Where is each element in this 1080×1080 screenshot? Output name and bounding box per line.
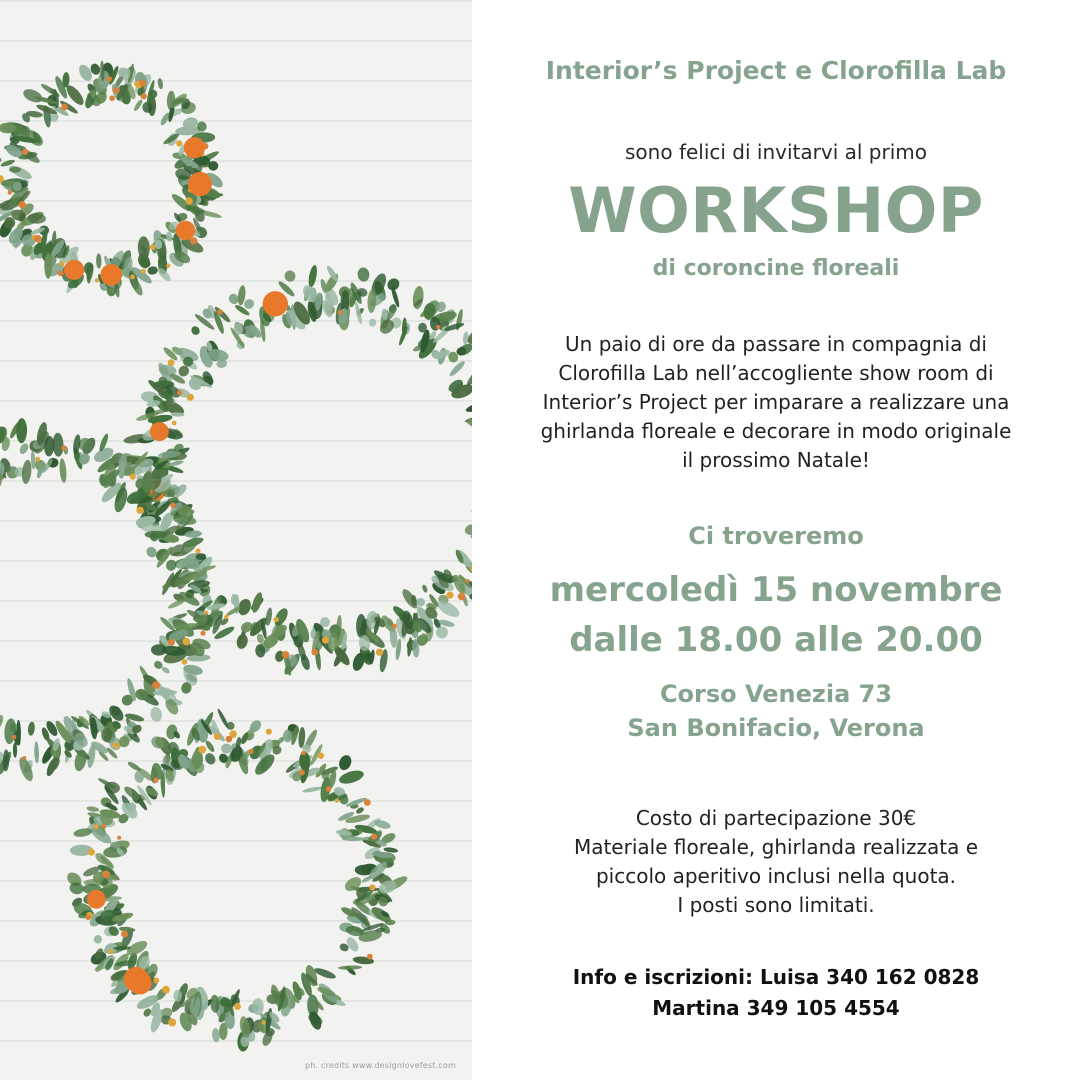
leaf-shape: [73, 749, 89, 773]
description: [512, 330, 1040, 475]
berry-shape: [371, 834, 377, 840]
leaf-shape: [21, 86, 44, 105]
berry-shape: [226, 736, 233, 743]
orange-shape: [184, 137, 205, 158]
organizers: Interior’s Project e Clorofilla Lab: [545, 56, 1007, 85]
berry-shape: [19, 201, 26, 208]
leaf-shape: [190, 325, 202, 337]
orange-shape: [263, 291, 288, 316]
berry-shape: [61, 445, 66, 450]
orange-shape: [100, 264, 122, 286]
berry-shape: [60, 262, 65, 267]
leaf-shape: [283, 269, 298, 284]
berry-shape: [200, 631, 205, 636]
berry-shape: [198, 746, 206, 754]
leaf-shape: [400, 587, 420, 611]
berry-shape: [234, 1003, 241, 1010]
leaf-shape: [18, 442, 30, 456]
workshop-subtitle: di coroncine floreali: [652, 256, 900, 281]
berry-shape: [262, 1020, 266, 1024]
berry-shape: [376, 649, 383, 656]
wreaths-illustration: [0, 0, 472, 1080]
berry-shape: [322, 637, 329, 644]
berry-shape: [168, 1019, 176, 1027]
berry-shape: [85, 915, 90, 920]
berry-shape: [153, 977, 159, 983]
berry-shape: [301, 751, 306, 756]
berry-shape: [364, 799, 371, 806]
leaf-shape: [27, 721, 35, 736]
berry-shape: [465, 579, 469, 583]
photo-credit: ph. credits www.designlovefest.com: [304, 1061, 456, 1070]
berry-shape: [299, 770, 305, 776]
leaf-shape: [235, 633, 249, 650]
cost-line: I posti sono limitati.: [677, 893, 875, 917]
berry-shape: [436, 325, 440, 329]
description-line: Clorofilla Lab nell’accogliente show room di: [558, 361, 994, 385]
orange-shape: [188, 172, 212, 196]
berry-shape: [185, 197, 192, 204]
leaf-shape: [3, 749, 10, 771]
berry-shape: [34, 235, 41, 242]
berry-shape: [177, 390, 182, 395]
leaf-shape: [127, 760, 142, 772]
description-line: Interior’s Project per imparare a realizzare una: [542, 390, 1010, 414]
berry-shape: [176, 140, 182, 146]
berry-shape: [458, 593, 466, 601]
berry-shape: [153, 778, 158, 783]
description-line: ghirlanda floreale e decorare in modo originale: [540, 419, 1012, 443]
leaf-shape: [338, 965, 362, 970]
berry-shape: [141, 269, 146, 274]
leaf-shape: [465, 400, 472, 414]
berry-shape: [369, 884, 375, 890]
berry-shape: [102, 871, 110, 879]
berry-shape: [170, 503, 176, 509]
leaf-shape: [338, 768, 366, 786]
leaf-shape: [203, 751, 217, 766]
event-date: mercoledì 15 novembre: [549, 570, 1003, 610]
cost-line: piccolo aperitivo inclusi nella quota.: [595, 864, 957, 888]
berry-shape: [94, 824, 99, 829]
berry-shape: [367, 954, 373, 960]
leaf-shape: [368, 318, 377, 328]
event-lead: Ci troveremo: [688, 522, 864, 550]
leaf-shape: [44, 253, 52, 279]
leaf-shape: [448, 359, 467, 378]
leaf-shape: [96, 253, 102, 268]
contact-info: [472, 962, 1080, 1024]
leaf-shape: [72, 434, 82, 455]
description-line: il prossimo Natale!: [682, 448, 870, 472]
berry-shape: [61, 104, 68, 111]
leaf-shape: [302, 786, 323, 794]
contact-line: Martina 349 105 4554: [652, 996, 900, 1020]
leaf-shape: [164, 558, 178, 572]
berry-shape: [113, 87, 120, 94]
leaf-shape: [161, 666, 171, 675]
workshop-title: WORKSHOP: [568, 174, 984, 247]
berry-shape: [274, 617, 279, 622]
wreath-photo: [0, 0, 472, 1080]
leaf-shape: [157, 78, 164, 90]
berry-shape: [134, 81, 140, 87]
contact-line: Info e iscrizioni: Luisa 340 162 0828: [572, 965, 980, 989]
berry-shape: [150, 244, 156, 250]
orange-shape: [124, 967, 149, 992]
leaf-shape: [421, 584, 428, 593]
berry-shape: [101, 824, 106, 829]
berry-shape: [141, 93, 147, 99]
leaf-shape: [94, 935, 103, 944]
berry-shape: [196, 549, 201, 554]
text-panel: [472, 0, 1080, 1080]
orange-shape: [64, 260, 84, 280]
berry-shape: [392, 624, 397, 629]
leaf-shape: [307, 264, 318, 288]
leaf-shape: [59, 458, 68, 483]
berry-shape: [95, 278, 99, 282]
berry-shape: [88, 849, 95, 856]
berry-shape: [8, 190, 12, 194]
leaf-shape: [337, 753, 354, 772]
berry-shape: [183, 638, 191, 646]
berry-shape: [22, 149, 28, 155]
berry-shape: [182, 659, 188, 665]
orange-shape: [176, 221, 195, 240]
leaf-shape: [16, 418, 27, 443]
leaf-shape: [357, 267, 370, 283]
berry-shape: [335, 799, 339, 803]
berry-shape: [217, 309, 222, 314]
berry-shape: [106, 76, 112, 82]
berry-shape: [109, 95, 115, 101]
berry-shape: [446, 592, 453, 599]
berry-shape: [12, 735, 16, 739]
berry-shape: [109, 949, 114, 954]
event-address-street: Corso Venezia 73: [659, 680, 893, 708]
intro-text: sono felici di invitarvi al primo: [625, 140, 927, 164]
leaf-shape: [17, 755, 36, 783]
berry-shape: [162, 986, 170, 994]
leaf-shape: [211, 1028, 220, 1043]
berry-shape: [311, 649, 318, 656]
berry-shape: [166, 264, 170, 268]
berry-shape: [58, 270, 64, 276]
leaf-shape: [147, 266, 159, 276]
cost-line: Materiale floreale, ghirlanda realizzata e: [573, 835, 979, 859]
cost-info: [472, 804, 1080, 920]
berry-shape: [117, 836, 121, 840]
berry-shape: [168, 639, 175, 646]
berry-shape: [22, 756, 26, 760]
berry-shape: [168, 359, 175, 366]
berry-shape: [338, 310, 343, 315]
leaf-shape: [86, 806, 99, 813]
orange-shape: [87, 890, 106, 909]
description-line: Un paio di ore da passare in compagnia di: [565, 332, 987, 356]
leaf-shape: [149, 706, 163, 723]
berry-shape: [130, 275, 135, 280]
leaf-shape: [464, 523, 472, 536]
berry-shape: [121, 931, 128, 938]
cost-line: Costo di partecipazione 30€: [635, 806, 917, 830]
leaf-shape: [465, 365, 472, 387]
leaf-shape: [133, 98, 144, 112]
leaf-shape: [9, 167, 21, 173]
leaf-shape: [412, 285, 425, 309]
berry-shape: [187, 394, 194, 401]
leaf-shape: [34, 741, 39, 763]
event-address-city: San Bonifacio, Verona: [627, 714, 925, 742]
leaf-shape: [462, 331, 469, 345]
berry-shape: [152, 681, 160, 689]
berry-shape: [214, 733, 221, 740]
berry-shape: [130, 474, 136, 480]
berry-shape: [224, 615, 228, 619]
leaf-shape: [21, 459, 33, 484]
berry-shape: [266, 729, 272, 735]
berry-shape: [136, 507, 143, 514]
berry-shape: [282, 651, 289, 658]
berry-shape: [326, 786, 332, 792]
event-time: dalle 18.00 alle 20.00: [569, 620, 983, 660]
berry-shape: [113, 742, 119, 748]
berry-shape: [139, 80, 146, 87]
orange-shape: [150, 422, 169, 441]
berry-shape: [35, 457, 40, 462]
berry-shape: [248, 749, 253, 754]
berry-shape: [318, 753, 324, 759]
berry-shape: [172, 421, 177, 426]
leaf-shape: [356, 614, 366, 638]
